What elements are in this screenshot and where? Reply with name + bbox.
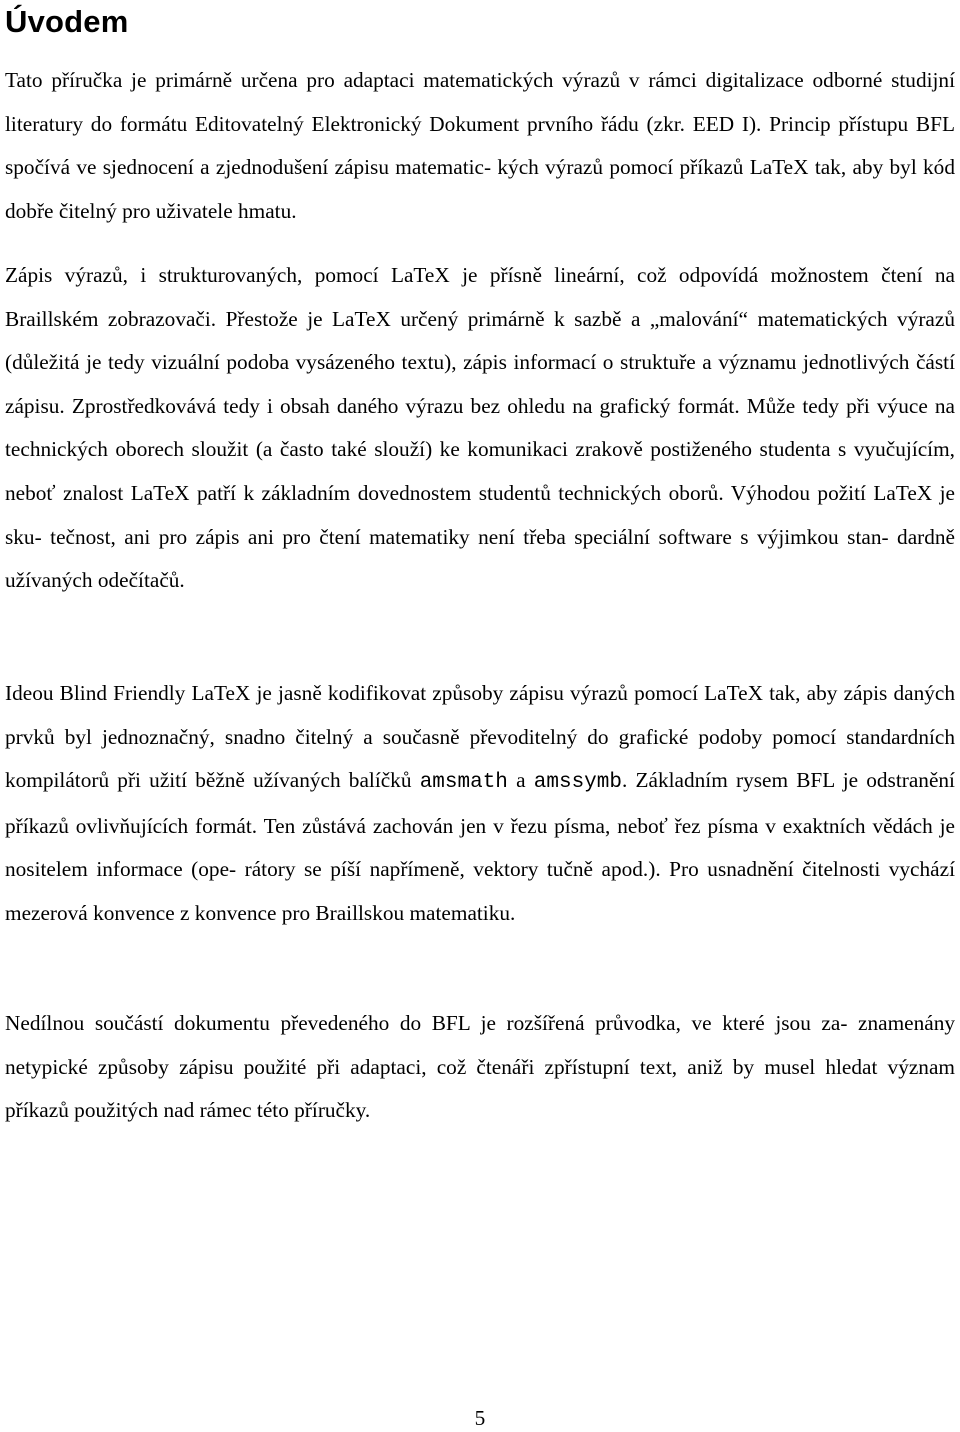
text-line: Nedílnou součástí dokumentu převedeného do BFL je rozšířená průvodka, ve které jsou za- bbox=[5, 1011, 848, 1035]
text-fragment: a bbox=[516, 768, 526, 793]
text-line: znamenány netypické způsoby zápisu použité při adaptaci, což čtenáři zpřístupní text, aniž by bbox=[5, 1011, 956, 1079]
text-line: konvence z konvence pro Braillskou matematiku. bbox=[93, 900, 516, 925]
text-line: podoby pomocí standardních kompilátorů při užití běžně užívaných balíčků bbox=[5, 724, 956, 793]
text-line: Zápis výrazů, i strukturovaných, pomocí LaTeX je přísně lineární, což odpovídá možnostem bbox=[5, 263, 869, 287]
package-name-amssymb: amssymb bbox=[533, 771, 622, 795]
text-line: také slouží) ke komunikaci zrakově postiženého studenta s vyučujícím, neboť znalost LaTeX bbox=[5, 437, 955, 505]
paragraph-guide bbox=[5, 1002, 955, 1133]
paragraph-latex-linear bbox=[5, 254, 955, 603]
text-line: struktuře a významu jednotlivých částí zápisu. Zprostředkovává tedy i obsah daného výrazu bbox=[5, 350, 956, 418]
text-line: Tato příručka je primárně určena pro adaptaci matematických výrazů v rámci digitalizace bbox=[5, 68, 804, 92]
text-line: zachován jen v řezu písma, neboť řez písma v exaktních vědách je nositelem informace (ope- bbox=[5, 813, 956, 882]
text-line: odborné studijní literatury do formátu Editovatelný Elektronický Dokument prvního řádu bbox=[5, 68, 956, 136]
text-line: dardně užívaných odečítačů. bbox=[5, 524, 955, 593]
paragraph-intro bbox=[5, 59, 955, 233]
paragraph-bfl-idea bbox=[5, 672, 955, 936]
text-line: kých výrazů pomocí příkazů LaTeX tak, aby byl kód dobře čitelný pro uživatele hmatu. bbox=[5, 155, 955, 223]
text-line: rátory se píší napřímeně, vektory tučně apod.). Pro usnadnění čitelnosti vychází mezerová bbox=[5, 857, 955, 925]
text-line: (zkr. EED I). Princip přístupu BFL spočívá ve sjednocení a zjednodušení zápisu matematic- bbox=[5, 111, 955, 180]
page-number: 5 bbox=[474, 1406, 486, 1430]
text-line: patří k základním dovednostem studentů technických oborů. Výhodou požití LaTeX je sku- bbox=[5, 480, 955, 549]
text-line: čtení na Braillském zobrazovači. Přestože je LaTeX určený primárně k sazbě a „malování“ bbox=[5, 263, 955, 331]
text-line: musel hledat význam příkazů použitých nad rámec této příručky. bbox=[5, 1054, 955, 1123]
text-line: tečnost, ani pro zápis ani pro čtení matematiky není třeba speciální software s výjimkou stan- bbox=[50, 524, 889, 549]
package-name-amsmath: amsmath bbox=[419, 771, 508, 795]
text-fragment: . Základním rysem BFL je odstranění příkazů ovlivňujících formát. Ten zůstává bbox=[5, 768, 955, 838]
text-line: matematických výrazů (důležitá je tedy vizuální podoba vysázeného textu), zápis informací o bbox=[5, 306, 955, 375]
text-line: aby zápis daných prvků byl jednoznačný, snadno čitelný a současně převoditelný do grafické bbox=[5, 681, 956, 749]
text-line: Ideou Blind Friendly LaTeX je jasně kodifikovat způsoby zápisu výrazů pomocí LaTeX tak, bbox=[5, 681, 801, 705]
page-title: Úvodem bbox=[5, 4, 129, 39]
text-line: bez ohledu na grafický formát. Může tedy při výuce na technických oborech sloužit (a často bbox=[5, 393, 955, 462]
